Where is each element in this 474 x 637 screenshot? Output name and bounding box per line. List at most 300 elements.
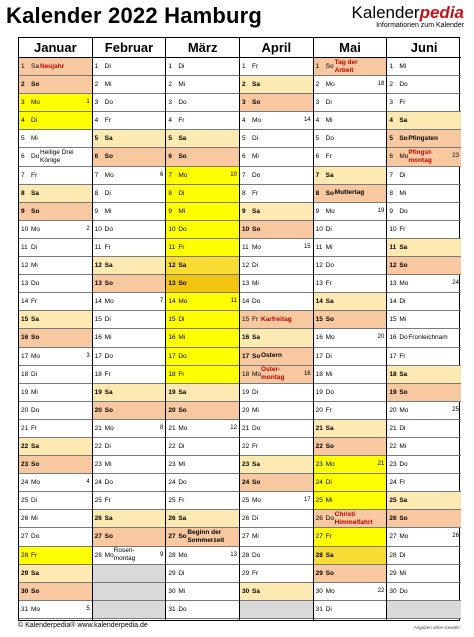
- weekday-label: Mo: [31, 352, 41, 360]
- day-number: 4: [168, 117, 172, 125]
- weekday-label: Di: [178, 189, 185, 197]
- weekday-label: Do: [325, 262, 334, 270]
- day-cell[interactable]: [19, 94, 92, 112]
- day-cell[interactable]: [166, 311, 239, 329]
- day-number: 7: [315, 171, 320, 179]
- day-cell[interactable]: [166, 438, 239, 456]
- day-cell[interactable]: [93, 293, 166, 311]
- day-cell[interactable]: [314, 58, 387, 76]
- day-cell[interactable]: [387, 348, 461, 366]
- day-cell[interactable]: [93, 366, 166, 384]
- weekday-label: Mo: [104, 551, 114, 559]
- day-number: 4: [21, 117, 25, 125]
- day-cell[interactable]: [240, 474, 313, 492]
- day-number: 25: [21, 497, 29, 505]
- day-cell[interactable]: [387, 329, 461, 347]
- day-cell[interactable]: [314, 275, 387, 293]
- day-cell[interactable]: [240, 167, 313, 185]
- day-cell[interactable]: [19, 329, 92, 347]
- day-cell[interactable]: [93, 221, 166, 239]
- day-cell[interactable]: [240, 275, 313, 293]
- day-cell[interactable]: [387, 438, 461, 456]
- day-cell[interactable]: [240, 329, 313, 347]
- brand-name: Kalender: [351, 3, 420, 22]
- day-cell[interactable]: [314, 547, 387, 565]
- day-cell[interactable]: [387, 257, 461, 275]
- weekday-label: Fr: [399, 479, 406, 487]
- day-note: Oster-montag: [261, 366, 285, 382]
- weekday-label: Mo: [252, 497, 262, 505]
- day-cell[interactable]: [314, 112, 387, 130]
- day-cell[interactable]: [166, 384, 239, 402]
- day-cell[interactable]: [166, 221, 239, 239]
- day-cell[interactable]: [240, 185, 313, 203]
- day-cell[interactable]: [314, 311, 387, 329]
- day-cell[interactable]: [240, 348, 313, 366]
- day-cell[interactable]: [19, 203, 92, 221]
- weekday-label: Do: [104, 99, 113, 107]
- weekday-label: Sa: [325, 424, 334, 432]
- day-number: 5: [315, 135, 320, 143]
- brand-logo[interactable]: [352, 4, 464, 30]
- weekday-label: Mo: [252, 243, 262, 251]
- weekday-label: Di: [325, 225, 332, 233]
- day-cell[interactable]: [387, 293, 461, 311]
- day-cell[interactable]: [240, 565, 313, 583]
- day-cell[interactable]: [240, 420, 313, 438]
- day-number: 1: [315, 63, 320, 70]
- month-column: [240, 38, 314, 620]
- day-cell[interactable]: [19, 583, 92, 601]
- day-cell[interactable]: [19, 311, 92, 329]
- day-cell[interactable]: [387, 167, 461, 185]
- day-cell[interactable]: [314, 94, 387, 112]
- day-cell[interactable]: [314, 583, 387, 601]
- day-number: 4: [94, 117, 99, 125]
- day-cell[interactable]: [166, 528, 239, 546]
- day-cell[interactable]: [93, 112, 166, 130]
- day-cell[interactable]: [19, 420, 92, 438]
- weekday-label: Sa: [178, 515, 187, 523]
- day-cell[interactable]: [387, 528, 461, 546]
- day-cell[interactable]: [166, 329, 239, 347]
- weekday-label: Mo: [252, 117, 262, 125]
- day-number: 2: [242, 81, 246, 89]
- weekday-label: Sa: [325, 298, 334, 306]
- weekday-label: Do: [252, 298, 261, 306]
- day-number: 10: [242, 225, 250, 233]
- day-cell[interactable]: [387, 384, 461, 402]
- month-header: März: [166, 38, 239, 58]
- day-cell[interactable]: [314, 148, 387, 166]
- day-cell[interactable]: [240, 402, 313, 420]
- day-cell[interactable]: [19, 456, 92, 474]
- day-number: 30: [21, 587, 29, 595]
- day-cell[interactable]: [166, 167, 239, 185]
- day-cell[interactable]: [387, 203, 461, 221]
- day-cell[interactable]: [387, 492, 461, 510]
- day-cell[interactable]: [240, 547, 313, 565]
- day-cell[interactable]: [314, 239, 387, 257]
- day-number: 12: [94, 262, 102, 270]
- day-number: 26: [21, 515, 29, 523]
- day-cell[interactable]: [314, 130, 387, 148]
- weekday-label: Di: [325, 479, 332, 487]
- day-cell[interactable]: [93, 311, 166, 329]
- day-cell[interactable]: [19, 565, 92, 583]
- day-number: 20: [242, 406, 250, 414]
- day-cell[interactable]: [240, 203, 313, 221]
- day-cell[interactable]: [314, 257, 387, 275]
- day-cell[interactable]: [387, 565, 461, 583]
- day-cell[interactable]: [314, 420, 387, 438]
- weekday-label: Mo: [399, 406, 409, 414]
- day-cell[interactable]: [387, 275, 461, 293]
- day-cell[interactable]: [19, 438, 92, 456]
- weekday-label: Sa: [104, 388, 113, 396]
- day-cell[interactable]: [93, 384, 166, 402]
- weekday-label: Do: [325, 515, 334, 523]
- day-cell[interactable]: [387, 130, 461, 148]
- brand-tagline: Informationen zum Kalender: [376, 22, 464, 29]
- day-cell[interactable]: [93, 203, 166, 221]
- day-cell[interactable]: [93, 257, 166, 275]
- day-number: 19: [21, 388, 29, 396]
- day-cell[interactable]: [387, 510, 461, 528]
- day-number: 19: [242, 388, 250, 396]
- day-cell[interactable]: [387, 239, 461, 257]
- day-cell[interactable]: [387, 185, 461, 203]
- day-cell[interactable]: [166, 293, 239, 311]
- day-cell[interactable]: [19, 402, 92, 420]
- calendar-week-number: 8: [159, 424, 164, 431]
- day-cell[interactable]: [93, 239, 166, 257]
- calendar-week-number: 14: [303, 117, 311, 124]
- day-cell[interactable]: [166, 58, 239, 76]
- day-cell[interactable]: [166, 130, 239, 148]
- weekday-label: Mi: [31, 388, 38, 396]
- day-cell[interactable]: [166, 492, 239, 510]
- month-column: [19, 38, 93, 620]
- day-cell[interactable]: [19, 474, 92, 492]
- day-number: 30: [168, 587, 176, 595]
- day-cell[interactable]: [19, 366, 92, 384]
- day-note: Tag der Arbeit: [334, 58, 358, 74]
- day-number: 5: [94, 135, 99, 143]
- day-number: 28: [21, 551, 29, 559]
- day-cell[interactable]: [314, 329, 387, 347]
- day-cell[interactable]: [387, 474, 461, 492]
- weekday-label: Sa: [31, 442, 39, 450]
- day-cell[interactable]: [19, 167, 92, 185]
- weekday-label: Mi: [104, 81, 112, 89]
- day-cell[interactable]: [19, 221, 92, 239]
- day-cell[interactable]: [314, 167, 387, 185]
- day-number: 15: [94, 316, 102, 324]
- day-cell[interactable]: [93, 348, 166, 366]
- day-number: 12: [168, 262, 176, 270]
- day-cell[interactable]: [19, 492, 92, 510]
- day-cell[interactable]: [240, 583, 313, 601]
- day-cell[interactable]: [387, 456, 461, 474]
- day-cell[interactable]: [19, 348, 92, 366]
- weekday-label: So: [31, 587, 40, 595]
- day-cell[interactable]: [166, 366, 239, 384]
- day-cell[interactable]: [93, 275, 166, 293]
- day-cell[interactable]: [19, 601, 92, 619]
- day-cell[interactable]: [314, 492, 387, 510]
- day-cell[interactable]: [93, 94, 166, 112]
- day-cell[interactable]: [314, 221, 387, 239]
- weekday-label: Do: [31, 280, 40, 288]
- day-cell[interactable]: [93, 76, 166, 94]
- day-cell[interactable]: [93, 456, 166, 474]
- day-cell[interactable]: [166, 583, 239, 601]
- weekday-label: Fr: [104, 497, 111, 505]
- weekday-label: So: [104, 406, 113, 414]
- day-number: 8: [389, 189, 393, 197]
- weekday-label: Mi: [252, 533, 259, 541]
- weekday-label: Sa: [104, 262, 113, 270]
- weekday-label: So: [178, 280, 187, 288]
- day-cell[interactable]: [240, 148, 313, 166]
- day-number: 13: [315, 280, 323, 288]
- day-cell[interactable]: [166, 456, 239, 474]
- day-cell[interactable]: [240, 366, 313, 384]
- day-cell[interactable]: [93, 130, 166, 148]
- day-cell[interactable]: [387, 76, 461, 94]
- day-cell[interactable]: [240, 257, 313, 275]
- day-cell[interactable]: [166, 601, 239, 619]
- day-cell[interactable]: [93, 510, 166, 528]
- day-cell[interactable]: [19, 275, 92, 293]
- day-cell[interactable]: [19, 257, 92, 275]
- day-cell[interactable]: [387, 148, 461, 166]
- day-cell[interactable]: [240, 601, 313, 619]
- day-cell[interactable]: [240, 221, 313, 239]
- day-cell[interactable]: [166, 348, 239, 366]
- day-number: 4: [315, 117, 320, 125]
- day-number: 17: [242, 352, 250, 360]
- day-cell[interactable]: [19, 130, 92, 148]
- day-cell[interactable]: [240, 76, 313, 94]
- day-number: 6: [168, 153, 172, 161]
- weekday-label: Mo: [31, 225, 41, 233]
- day-cell[interactable]: [314, 366, 387, 384]
- calendar-week-number: 25: [452, 406, 459, 413]
- day-cell[interactable]: [166, 474, 239, 492]
- weekday-label: Mi: [399, 189, 407, 197]
- day-cell[interactable]: [387, 402, 461, 420]
- day-cell[interactable]: [166, 185, 239, 203]
- day-cell[interactable]: [166, 257, 239, 275]
- day-number: 24: [242, 479, 250, 487]
- day-cell[interactable]: [314, 438, 387, 456]
- calendar-week-number: 5: [86, 605, 90, 612]
- day-cell[interactable]: [166, 420, 239, 438]
- day-number: 16: [389, 334, 397, 342]
- weekday-label: Fr: [178, 370, 185, 378]
- day-cell[interactable]: [19, 547, 92, 565]
- day-cell[interactable]: [240, 239, 313, 257]
- day-cell[interactable]: [314, 293, 387, 311]
- day-cell[interactable]: [387, 94, 461, 112]
- day-cell[interactable]: [387, 221, 461, 239]
- day-cell[interactable]: [240, 492, 313, 510]
- day-cell[interactable]: [240, 438, 313, 456]
- day-number: 3: [21, 99, 25, 107]
- day-number: 25: [389, 497, 397, 505]
- weekday-label: Sa: [178, 262, 187, 270]
- calendar-week-number: 17: [303, 497, 311, 504]
- weekday-label: Sa: [325, 171, 334, 179]
- day-cell[interactable]: [19, 76, 92, 94]
- day-cell[interactable]: [19, 528, 92, 546]
- day-number: 11: [21, 243, 28, 251]
- day-cell[interactable]: [19, 148, 92, 166]
- day-number: 10: [94, 225, 102, 233]
- day-number: 10: [389, 225, 397, 233]
- day-cell[interactable]: [166, 275, 239, 293]
- day-number: 28: [315, 551, 323, 559]
- day-cell[interactable]: [93, 167, 166, 185]
- day-cell[interactable]: [93, 528, 166, 546]
- day-cell[interactable]: [93, 329, 166, 347]
- day-cell[interactable]: [240, 456, 313, 474]
- day-cell[interactable]: [166, 94, 239, 112]
- day-cell[interactable]: [93, 438, 166, 456]
- day-number: 21: [315, 424, 323, 432]
- day-cell[interactable]: [166, 402, 239, 420]
- day-cell[interactable]: [314, 474, 387, 492]
- day-cell[interactable]: [314, 565, 387, 583]
- day-number: 28: [389, 551, 397, 559]
- weekday-label: Di: [178, 569, 185, 577]
- day-cell[interactable]: [93, 547, 166, 565]
- day-cell[interactable]: [387, 112, 461, 130]
- day-cell[interactable]: [240, 130, 313, 148]
- day-cell[interactable]: [240, 384, 313, 402]
- day-number: 22: [168, 442, 176, 450]
- day-cell[interactable]: [240, 510, 313, 528]
- day-cell[interactable]: [387, 366, 461, 384]
- day-number: 9: [94, 207, 99, 215]
- day-number: 18: [242, 370, 250, 378]
- weekday-label: Di: [399, 298, 406, 306]
- day-cell[interactable]: [314, 203, 387, 221]
- day-number: 24: [389, 479, 397, 487]
- day-cell[interactable]: [93, 420, 166, 438]
- day-cell[interactable]: [387, 311, 461, 329]
- day-cell[interactable]: [19, 293, 92, 311]
- weekday-label: Di: [399, 424, 406, 432]
- day-cell[interactable]: [166, 510, 239, 528]
- day-cell[interactable]: [93, 185, 166, 203]
- weekday-label: So: [399, 388, 408, 396]
- day-cell[interactable]: [387, 58, 461, 76]
- day-cell[interactable]: [93, 601, 166, 619]
- day-cell[interactable]: [387, 420, 461, 438]
- weekday-label: Sa: [325, 551, 334, 559]
- day-cell[interactable]: [19, 384, 92, 402]
- weekday-label: Sa: [399, 243, 408, 251]
- day-number: 3: [315, 99, 320, 107]
- day-cell[interactable]: [314, 402, 387, 420]
- day-cell[interactable]: [93, 492, 166, 510]
- day-cell[interactable]: [240, 311, 313, 329]
- day-cell[interactable]: [240, 112, 313, 130]
- weekday-label: Di: [31, 117, 38, 125]
- day-cell[interactable]: [93, 402, 166, 420]
- day-number: 24: [94, 479, 102, 487]
- weekday-label: So: [252, 479, 261, 487]
- day-cell[interactable]: [166, 565, 239, 583]
- day-cell[interactable]: [93, 58, 166, 76]
- day-number: 20: [389, 406, 397, 414]
- month-header: April: [240, 38, 313, 58]
- day-cell[interactable]: [166, 239, 239, 257]
- day-cell[interactable]: [314, 510, 387, 528]
- day-cell[interactable]: [240, 58, 313, 76]
- day-cell[interactable]: [93, 474, 166, 492]
- day-cell[interactable]: [240, 94, 313, 112]
- day-number: 29: [315, 569, 323, 577]
- day-cell[interactable]: [19, 239, 92, 257]
- day-cell[interactable]: [93, 565, 166, 583]
- day-number: 14: [21, 298, 29, 306]
- day-cell[interactable]: [93, 583, 166, 601]
- day-cell[interactable]: [166, 547, 239, 565]
- day-number: 17: [315, 352, 323, 360]
- day-cell[interactable]: [314, 456, 387, 474]
- day-cell[interactable]: [314, 384, 387, 402]
- weekday-label: So: [104, 533, 113, 541]
- weekday-label: Sa: [31, 316, 39, 324]
- day-cell[interactable]: [19, 185, 92, 203]
- weekday-label: So: [399, 135, 408, 143]
- calendar-week-number: 4: [86, 479, 90, 486]
- day-number: 1: [94, 63, 99, 70]
- weekday-label: Di: [252, 262, 259, 270]
- day-cell[interactable]: [166, 76, 239, 94]
- weekday-label: Fr: [104, 117, 111, 125]
- day-cell[interactable]: [314, 348, 387, 366]
- month-column: [166, 38, 240, 620]
- day-cell[interactable]: [166, 203, 239, 221]
- day-cell[interactable]: [166, 148, 239, 166]
- day-number: 10: [315, 225, 323, 233]
- day-cell[interactable]: [166, 112, 239, 130]
- day-cell[interactable]: [314, 185, 387, 203]
- day-cell[interactable]: [387, 547, 461, 565]
- day-cell[interactable]: [387, 583, 461, 601]
- day-number: 14: [242, 298, 250, 306]
- day-cell[interactable]: [314, 528, 387, 546]
- day-number: 18: [168, 370, 176, 378]
- day-cell[interactable]: [240, 528, 313, 546]
- day-cell[interactable]: [19, 112, 92, 130]
- weekday-label: Mo: [178, 298, 188, 306]
- footer-copyright[interactable]: © Kalenderpedia® www.kalenderpedia.de: [18, 622, 148, 629]
- day-cell[interactable]: [314, 601, 387, 619]
- day-cell[interactable]: [19, 58, 92, 76]
- day-cell[interactable]: [93, 148, 166, 166]
- day-cell[interactable]: [19, 510, 92, 528]
- weekday-label: Mi: [31, 515, 38, 523]
- day-cell[interactable]: [387, 601, 461, 619]
- day-cell[interactable]: [314, 76, 387, 94]
- day-cell[interactable]: [240, 293, 313, 311]
